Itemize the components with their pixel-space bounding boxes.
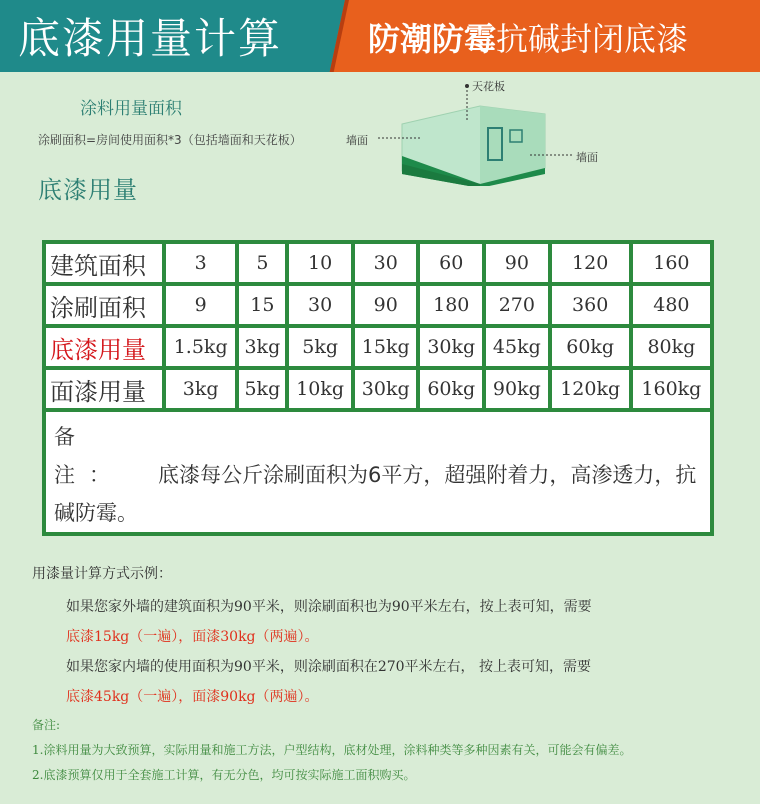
table-cell: 9 <box>166 286 235 324</box>
table-cell: 60 <box>420 244 482 282</box>
table-row-primer-usage <box>46 328 710 366</box>
table-cell: 3kg <box>166 370 235 408</box>
table-cell: 5kg <box>289 328 351 366</box>
table-cell: 30 <box>289 286 351 324</box>
table-cell: 5 <box>239 244 285 282</box>
room-diagram <box>340 76 640 186</box>
row-label: 面漆用量 <box>46 370 162 408</box>
example-line-3: 如果您家内墙的使用面积为90平米，则涂刷面积在270平米左右， 按上表可知，需要 <box>66 659 591 675</box>
table-cell: 360 <box>552 286 629 324</box>
table-cell: 60kg <box>552 328 629 366</box>
example-line-4: 底漆45kg（一遍），面漆90kg（两遍）。 <box>66 689 319 705</box>
table-row-topcoat-usage <box>46 370 710 408</box>
table-cell: 90 <box>355 286 417 324</box>
table-cell: 120 <box>552 244 629 282</box>
table-cell: 180 <box>420 286 482 324</box>
example-line-1: 如果您家外墙的建筑面积为90平米，则涂刷面积也为90平米左右，按上表可知，需要 <box>66 599 592 615</box>
table-cell: 15 <box>239 286 285 324</box>
table-cell: 480 <box>633 286 710 324</box>
table-cell: 30kg <box>420 328 482 366</box>
table-row-note <box>46 412 710 532</box>
table-cell: 5kg <box>239 370 285 408</box>
header-right-title-bold: 防潮防霉 <box>368 20 497 58</box>
header-left-title: 底漆用量计算 <box>18 14 283 63</box>
table-cell: 120kg <box>552 370 629 408</box>
table-cell: 80kg <box>633 328 710 366</box>
header-right-title <box>368 14 688 60</box>
diagram-label-wall-left: 墙面 <box>346 134 368 147</box>
row-label: 涂刷面积 <box>46 286 162 324</box>
table-cell: 160kg <box>633 370 710 408</box>
note-text: 底漆每公斤涂刷面积为6平方，超强附着力，高渗透力，抗碱防霉。 <box>54 463 697 525</box>
primer-section-title: 底漆用量 <box>38 176 138 204</box>
table-row-paint-area <box>46 286 710 324</box>
footnote-item: 1.涂料用量为大致预算，实际用量和施工方法，户型结构，底材处理，涂料种类等多种因素有关，可能会有偏差。 <box>32 743 632 757</box>
table-cell: 10kg <box>289 370 351 408</box>
example-line-2: 底漆15kg（一遍），面漆30kg（两遍）。 <box>66 629 319 645</box>
table-cell: 90 <box>486 244 548 282</box>
table-note-cell <box>46 412 710 532</box>
table-cell: 90kg <box>486 370 548 408</box>
table-cell: 3 <box>166 244 235 282</box>
table-cell: 30 <box>355 244 417 282</box>
table-cell: 1.5kg <box>166 328 235 366</box>
note-label: 备 注： <box>54 425 124 487</box>
footnote-item: 2.底漆预算仅用于全套施工计算，有无分色，均可按实际施工面积购买。 <box>32 768 416 782</box>
table-cell: 15kg <box>355 328 417 366</box>
area-section-title: 涂料用量面积 <box>80 99 182 119</box>
header-right-title-rest: 抗碱封闭底漆 <box>496 20 689 58</box>
footnote-title: 备注: <box>32 718 61 732</box>
example-title: 用漆量计算方式示例： <box>32 566 172 582</box>
table-row-building-area <box>46 244 710 282</box>
usage-table <box>42 240 714 536</box>
diagram-label-wall-right: 墙面 <box>576 151 598 164</box>
table-cell: 270 <box>486 286 548 324</box>
table-cell: 10 <box>289 244 351 282</box>
row-label: 底漆用量 <box>46 328 162 366</box>
table-cell: 45kg <box>486 328 548 366</box>
area-formula: 涂刷面积=房间使用面积*3（包括墙面和天花板） <box>38 133 302 147</box>
table-cell: 60kg <box>420 370 482 408</box>
header-banner <box>0 0 760 72</box>
table-cell: 30kg <box>355 370 417 408</box>
row-label: 建筑面积 <box>46 244 162 282</box>
table-cell: 160 <box>633 244 710 282</box>
table-cell: 3kg <box>239 328 285 366</box>
diagram-label-ceiling: 天花板 <box>472 80 505 93</box>
